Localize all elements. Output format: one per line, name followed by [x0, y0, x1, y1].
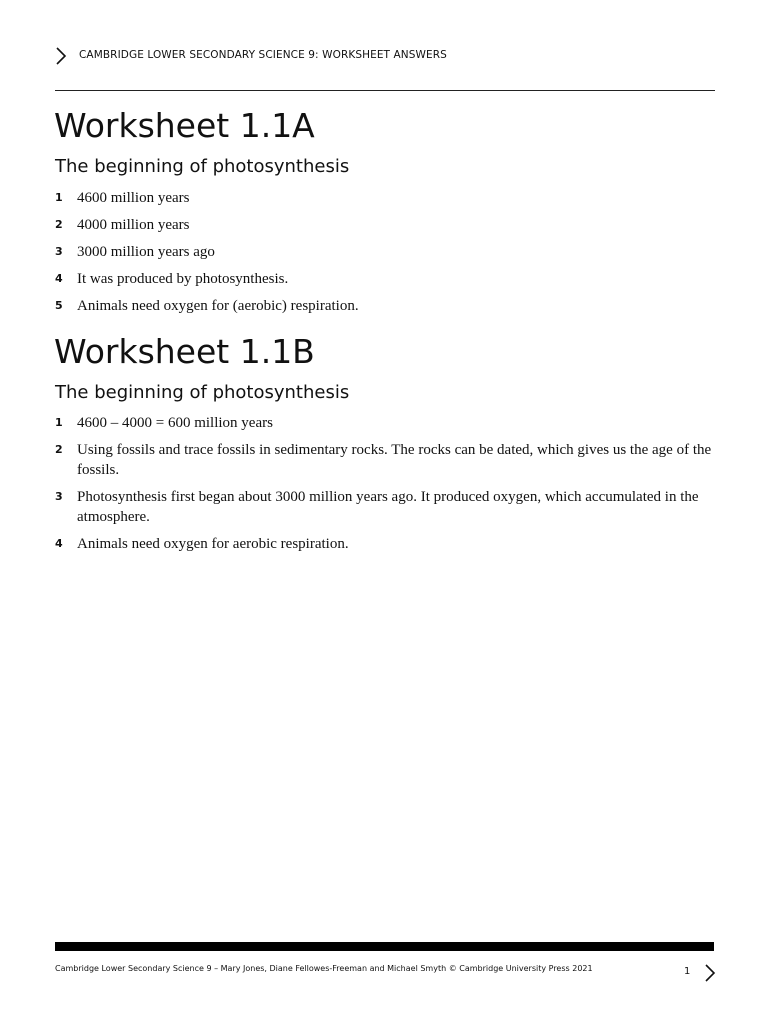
- answer-number: 2: [55, 218, 63, 231]
- answer-text: Animals need oxygen for aerobic respiration.: [77, 536, 349, 552]
- answer-number: 5: [55, 299, 63, 312]
- chevron-right-icon[interactable]: [704, 964, 716, 982]
- worksheet-title: Worksheet 1.1B: [54, 332, 315, 371]
- footer-credit: Cambridge Lower Secondary Science 9 – Mary Jones, Diane Fellowes-Freeman and Michael Smyth © Cambridge University Press 2021: [55, 964, 593, 973]
- page-number: 1: [684, 966, 691, 977]
- header-divider: [55, 90, 715, 91]
- answer-item: [55, 296, 715, 316]
- answer-item: [55, 413, 715, 433]
- answer-item: [55, 534, 715, 554]
- chevron-right-icon: [55, 47, 67, 65]
- header-title: CAMBRIDGE LOWER SECONDARY SCIENCE 9: WORKSHEET ANSWERS: [79, 49, 447, 61]
- answer-item: [55, 487, 715, 527]
- answer-number: 1: [55, 416, 63, 429]
- worksheet-subtitle: The beginning of photosynthesis: [55, 382, 350, 403]
- running-header: [55, 44, 715, 68]
- answer-text: 4000 million years: [77, 217, 190, 233]
- answer-text: Animals need oxygen for (aerobic) respiration.: [77, 298, 359, 314]
- answer-text: It was produced by photosynthesis.: [77, 271, 289, 287]
- answer-text: 4600 – 4000 = 600 million years: [77, 415, 273, 431]
- answer-item: [55, 242, 715, 262]
- worksheet-title: Worksheet 1.1A: [54, 106, 315, 145]
- footer-bar: [55, 942, 714, 951]
- answer-item: [55, 188, 715, 208]
- answer-list: [55, 413, 715, 561]
- answer-number: 2: [55, 443, 63, 456]
- answer-list: [55, 188, 715, 323]
- answer-number: 3: [55, 490, 63, 503]
- answer-text: Using fossils and trace fossils in sedimentary rocks. The rocks can be dated, which gives us the age of the fossils.: [77, 442, 712, 478]
- answer-number: 4: [55, 537, 63, 550]
- answer-number: 1: [55, 191, 63, 204]
- worksheet-subtitle: The beginning of photosynthesis: [55, 156, 350, 177]
- answer-item: [55, 269, 715, 289]
- answer-item: [55, 215, 715, 235]
- answer-number: 4: [55, 272, 63, 285]
- answer-text: 3000 million years ago: [77, 244, 215, 260]
- answer-text: 4600 million years: [77, 190, 190, 206]
- answer-item: [55, 440, 715, 480]
- answer-text: Photosynthesis first began about 3000 million years ago. It produced oxygen, which accumulated in the atmosphere.: [77, 489, 699, 525]
- answer-number: 3: [55, 245, 63, 258]
